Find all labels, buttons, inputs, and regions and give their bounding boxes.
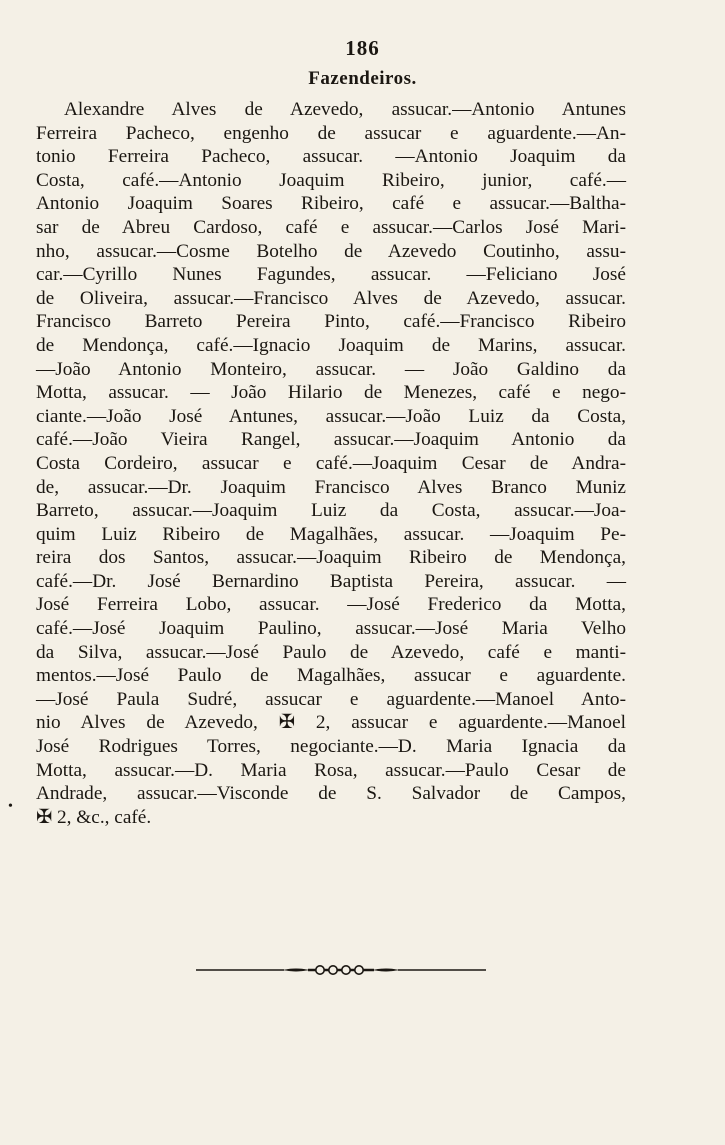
text-line: ciante.—João José Antunes, assucar.—João Luiz da Costa,: [36, 405, 626, 427]
text-line: café.—Dr. José Bernardino Baptista Pereira, assucar. —: [36, 570, 626, 592]
text-line: da Silva, assucar.—José Paulo de Azevedo, café e manti-: [36, 641, 626, 663]
text-line: Motta, assucar. — João Hilario de Menezes, café e nego-: [36, 382, 626, 404]
text-line: sar de Abreu Cardoso, café e assucar.—Carlos José Mari-: [36, 216, 626, 238]
body-text: [36, 98, 626, 829]
text-line: ✠ 2, &c., café.: [36, 806, 152, 828]
text-line: Barreto, assucar.—Joaquim Luiz da Costa, assucar.—Joa-: [36, 500, 626, 522]
text-line: de Mendonça, café.—Ignacio Joaquim de Marins, assucar.: [36, 334, 626, 356]
text-line: —João Antonio Monteiro, assucar. — João Galdino da: [36, 358, 626, 380]
decorative-rule-ornament-icon: [196, 962, 486, 978]
text-line: José Ferreira Lobo, assucar. —José Frederico da Motta,: [36, 594, 626, 616]
text-line: Motta, assucar.—D. Maria Rosa, assucar.—Paulo Cesar de: [36, 759, 626, 781]
text-line: mentos.—José Paulo de Magalhães, assucar e aguardente.: [36, 665, 626, 687]
text-line: Andrade, assucar.—Visconde de S. Salvador de Campos,: [36, 783, 626, 805]
text-line: Francisco Barreto Pereira Pinto, café.—Francisco Ribeiro: [36, 311, 626, 333]
text-line: de, assucar.—Dr. Joaquim Francisco Alves Branco Muniz: [36, 476, 626, 498]
text-line: quim Luiz Ribeiro de Magalhães, assucar. —Joaquim Pe-: [36, 523, 626, 545]
text-line: de Oliveira, assucar.—Francisco Alves de Azevedo, assucar.: [36, 287, 626, 309]
section-title: Fazendeiros.: [308, 68, 417, 89]
text-line: —José Paula Sudré, assucar e aguardente.—Manoel Anto-: [36, 688, 626, 710]
margin-mark: •: [8, 799, 13, 814]
text-line: nio Alves de Azevedo, ✠ 2, assucar e aguardente.—Manoel: [36, 712, 626, 734]
text-line: Alexandre Alves de Azevedo, assucar.—Antonio Antunes: [64, 99, 626, 120]
text-line: tonio Ferreira Pacheco, assucar. —Antonio Joaquim da: [36, 146, 626, 168]
text-line: car.—Cyrillo Nunes Fagundes, assucar. —Feliciano José: [36, 264, 626, 286]
text-line: Antonio Joaquim Soares Ribeiro, café e assucar.—Baltha-: [36, 193, 626, 215]
text-line: Costa, café.—Antonio Joaquim Ribeiro, junior, café.—: [36, 169, 626, 191]
text-line: café.—João Vieira Rangel, assucar.—Joaquim Antonio da: [36, 429, 626, 451]
text-line: Costa Cordeiro, assucar e café.—Joaquim Cesar de Andra-: [36, 452, 626, 474]
page-number: 186: [345, 36, 380, 60]
text-line: nho, assucar.—Cosme Botelho de Azevedo Coutinho, assu-: [36, 240, 626, 262]
text-line: José Rodrigues Torres, negociante.—D. Maria Ignacia da: [36, 736, 626, 758]
text-line: reira dos Santos, assucar.—Joaquim Ribeiro de Mendonça,: [36, 547, 626, 569]
text-line: café.—José Joaquim Paulino, assucar.—José Maria Velho: [36, 618, 626, 640]
text-line: Ferreira Pacheco, engenho de assucar e aguardente.—An-: [36, 122, 626, 144]
